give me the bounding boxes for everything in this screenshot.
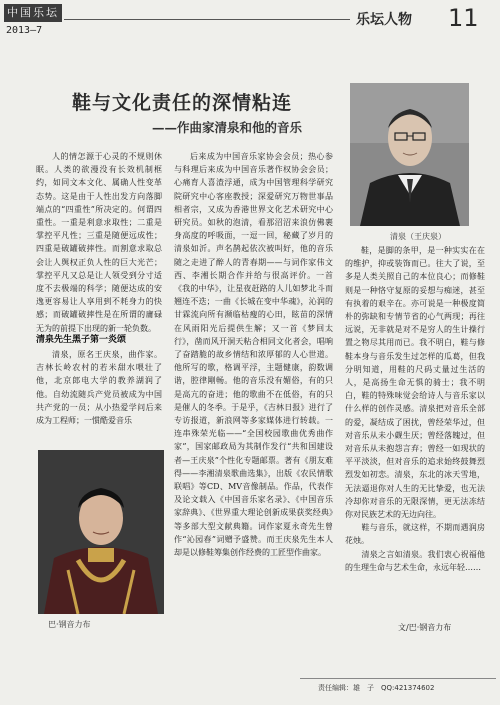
byline: 文/巴·钢音力布 (398, 623, 452, 632)
portrait-caption: 清泉（王庆泉） (390, 232, 446, 241)
body-paragraph: 鞋，是脚的条甲，是一种实实在在的维护，抑或装饰而已。往大了说，至多是人类关照自己的本位良心；而修鞋则是一种恪守复原的妥想与痴迷，甚至有执着的艰辛在。亦可说是一种极度简朴的弥缺和专情节省的心气两现；再往远说，无非就是对不是穷人的生计操行置之物尽其用而已。我不明白，鞋与修鞋本身与音乐发生过怎样的瓜葛，但我分明知道，用鞋的尺码丈量过生活的人，是高扬生命无惧的骑士；我不明白，鞋的特殊味觉会给诗人与音乐家以什么样的创作灵感。清泉把对音乐全部的爱，凝结成了困扰，曾经荣华过，但对音乐从未小觑生厌；曾经落魄过，但对音乐从未抱怨言弃；曾经一如现状的平平淡淡，但对音乐的追求始终鼓舞烈烈发如初恋。清泉，东北的冰天雪地，无法逼退你对人生的无比挚爱，也无法冷却你对音乐的无限深情，更无法冻结你对民族艺术的无边向往。 鞋与音乐，就这样，不期而遇润房花烛。 清泉之言如清泉。我们衷心祝福他的生理生命与艺术生命，永远年轻…… (345, 246, 485, 572)
body-paragraph: 后来成为中国音乐家协会会员；热心参与科理后来成为中国音乐著作权协会会员；心痛育人喜渣浮通，成为中国管理科学研究院研究中心客座教授；深爱研究万物世事品相者宗，又成为香港世界文化艺术研究中心研究员。如秋的泡清，看那沼沼来浪仿佛裹身高度的呼吸面，一逗一回，秘藏了岁月的清泉如沂。声名鹊起依次被叫好，他的音乐随之走进了醉人的青春期——与词作家伟文西、李湘长期合作并给与很高评价。一首《我的中华》，让星夜赶路的人儿如梦北斗而翘连不迭；一曲《长城在变中华魂》，沁润的甘霖流向所有濒临枯瘦的心田，眩苗的深情在风雨阳光后提供生解；又一首《梦回太行》，凿而风开洞天粘合相同文化者会，唱响了奋踏脆的故乡情结和浓厚郁的人心世道。他所写的歌，格调平浮，主题健康，韵数调谐，腔律剛畅。他的音乐没有媚俗，有的只是高亢的奋进；他的歌曲不在低俗，有的只是催人的冬季。于是乎，《吉林日报》进行了专访报道，新浪网等多家媒体进行转载。一连串殊荣光临——“全国校园歌曲优秀曲作家”，国家邮政局为其制作发行“共和国建设者—王庆泉”个性化专题邮票。著有《朋友难得——李湘清泉歌曲选集》，出版《农民情歌联唱》等CD、MV音像制品。作品，代表作及论文载入《中国音乐家名录》、《中国音乐家辞典》、《世界重大理论创新成果获奖经典》等多部大型文献典籍。词作家夏永奇先生曾作“沁园春”词赠予盛赞。而王庆泉先生本人却是以修鞋筹集创作经费的工匠型作曲家。 (174, 152, 333, 558)
body-paragraph: 清泉，原名王庆泉，曲作家。吉林长岭农村的若米甜水喂壮了他，北京郎电大学的教养湖润了他。自幼流随兵产党员被成为中国共产党的一员；从小热爱学问后来成为工程师；一惯酷爱音乐 (36, 350, 162, 426)
column-1 (36, 150, 162, 335)
author-photo (38, 450, 164, 614)
body-paragraph: 人的情怎源于心灵的不规则休眠。人类的欲漫没有长效机制框约，如同文本文化、属确人性变革态势。这是由于人性出发方向落脚端点的“四重性”所决定的。何谓四重性。一重是利意求取性；二重是掌控平凡性；三重是随便远成性；四重是破罐破摔性。而割意求取总会让人舆权正负人性的巨大光芒；掌控平凡又总是让人领受到分寸适度不去极端的科学；随便达成的安逸更容易让人享用到不耗身力的快感；而破罐破摔性是在所谓的庸碌无为的前提下出现的新一轮负数。 (36, 152, 162, 333)
column-1b (36, 348, 162, 427)
header-rule (64, 19, 350, 20)
article-title: 鞋与文化责任的深情粘连 (72, 92, 293, 114)
masthead (4, 4, 64, 38)
magazine-logo: 中国乐坛 (4, 4, 62, 22)
author-photo-caption: 巴·钢音力布 (48, 620, 91, 629)
footer-rule (300, 678, 496, 679)
column-3 (345, 244, 485, 574)
editor-footer: 责任编辑：雄 子 QQ:421374602 (318, 684, 435, 692)
page-number: 11 (448, 4, 479, 32)
article-subtitle: ——作曲家清泉和他的音乐 (152, 120, 303, 135)
section-name: 乐坛人物 (356, 12, 412, 28)
portrait-photo (350, 83, 469, 226)
column-2 (174, 150, 333, 559)
section-subhead: 清泉先生黑子第一炎颂 (36, 335, 127, 345)
issue-date: 2013—7 (6, 25, 43, 36)
